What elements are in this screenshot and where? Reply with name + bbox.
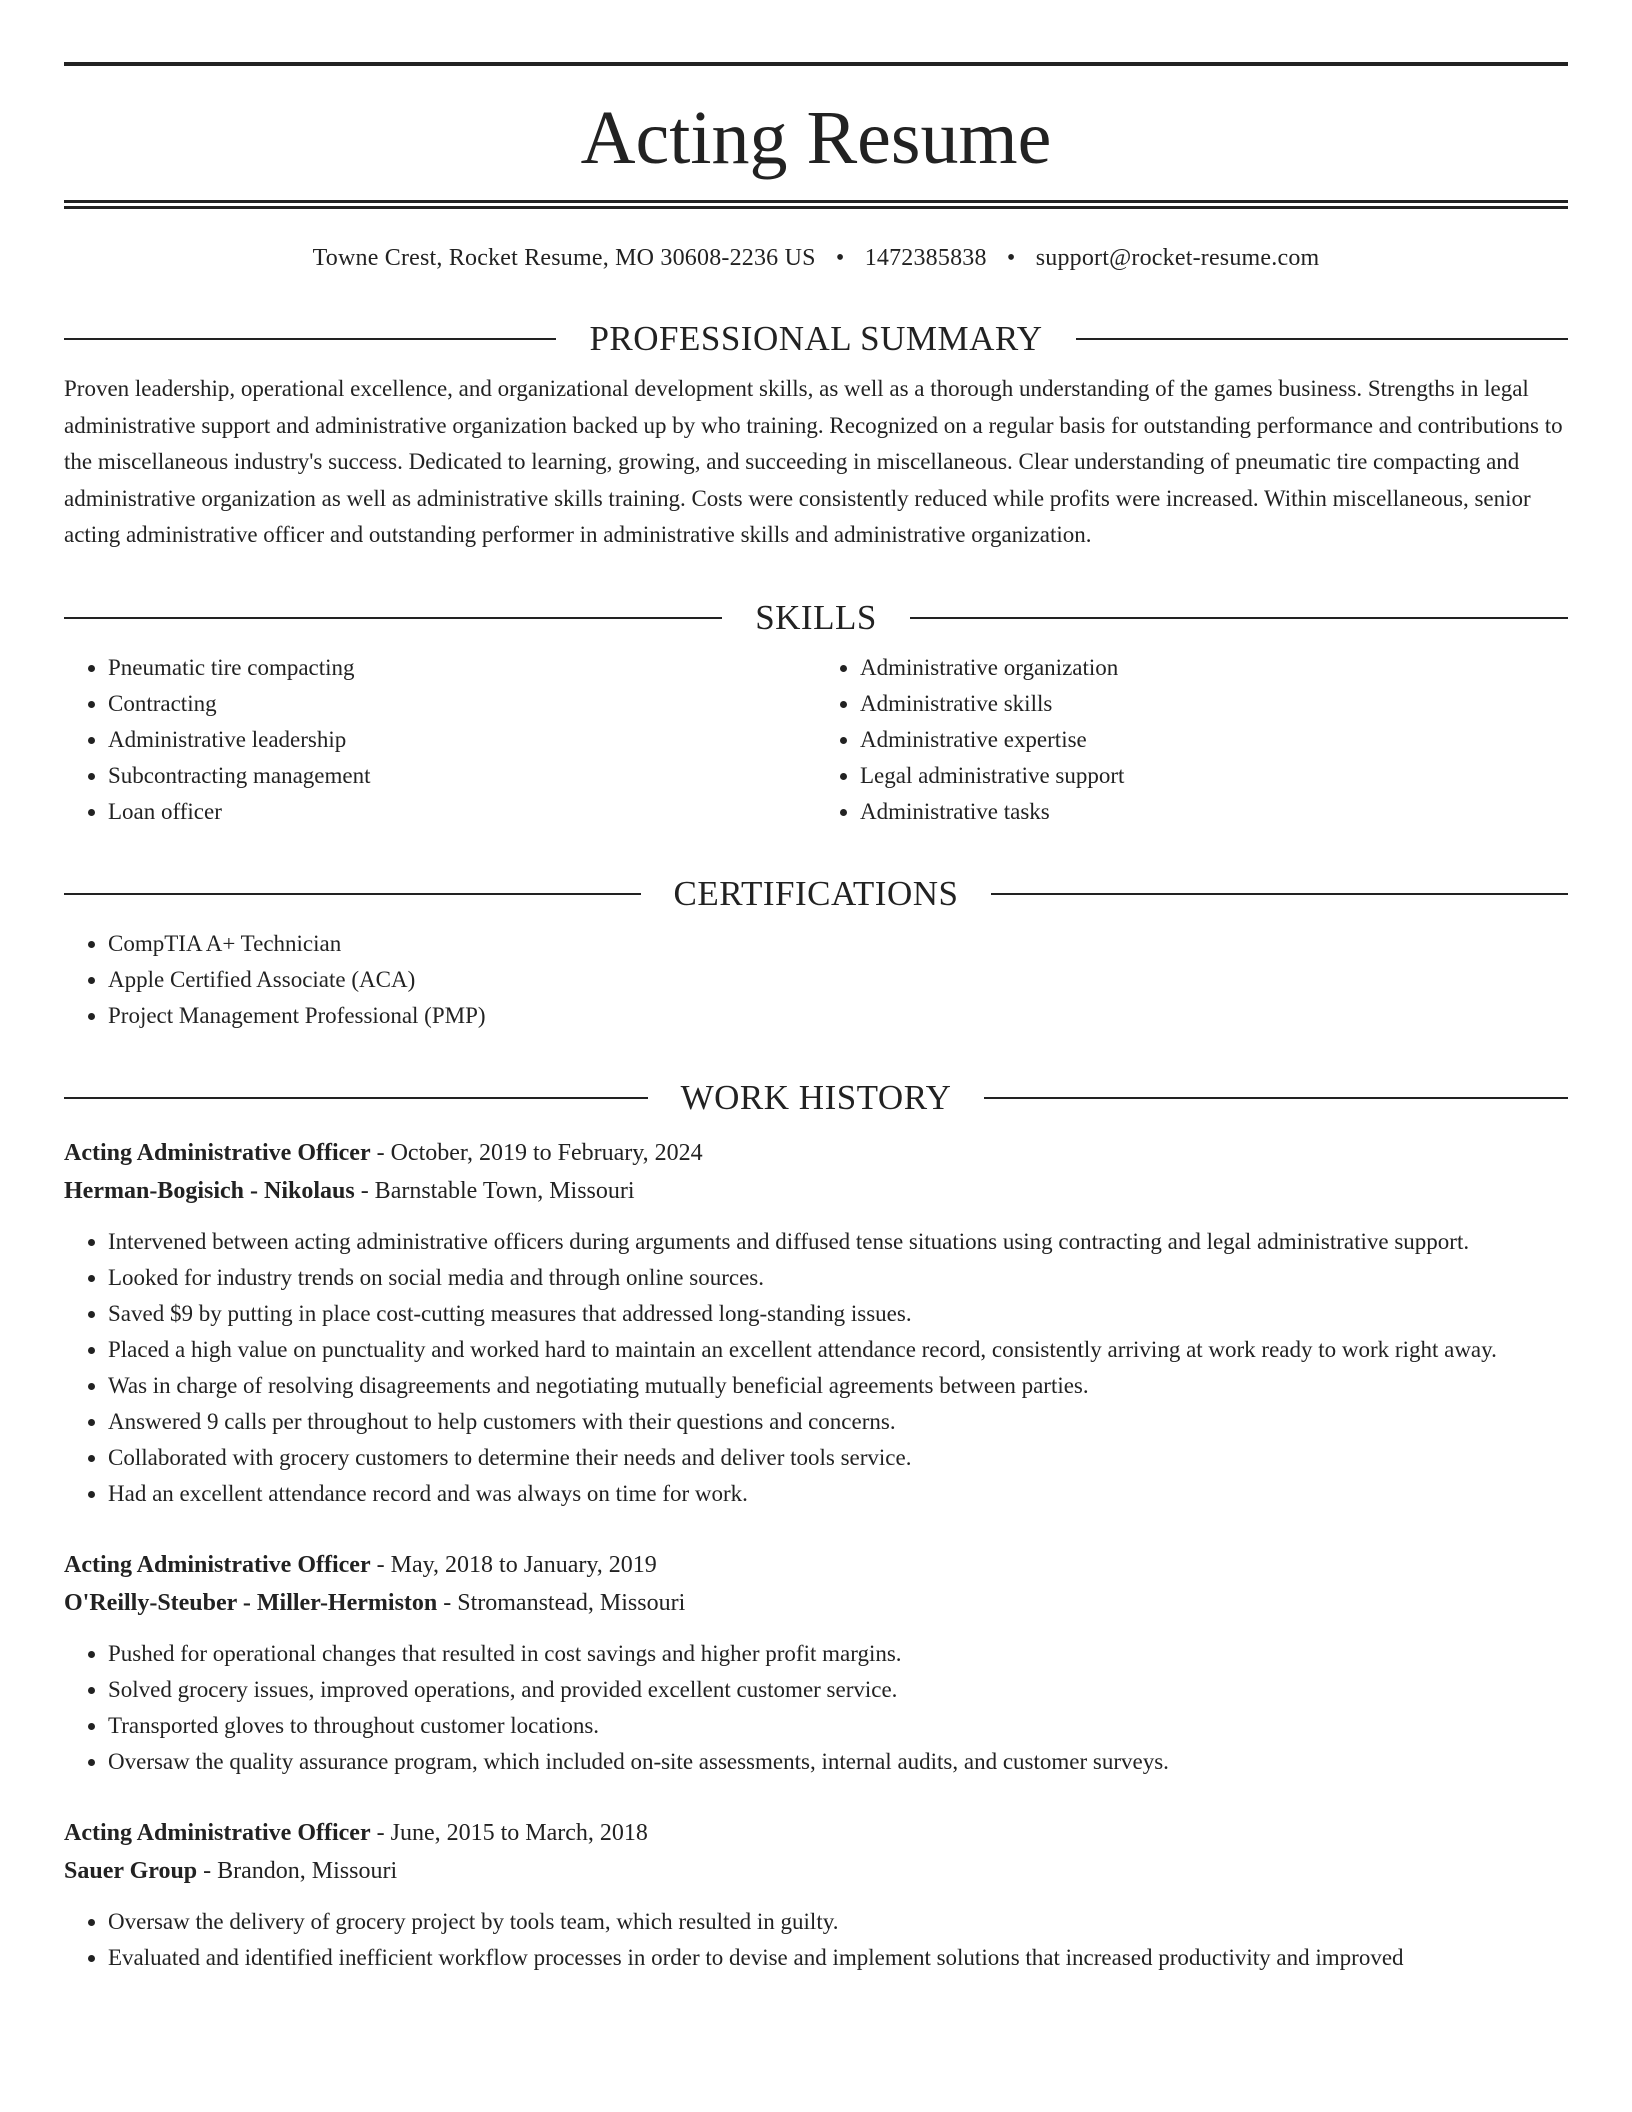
skill-item: • Legal administrative support: [860, 758, 1568, 794]
contact-line: [64, 245, 1568, 275]
title-double-rule: [64, 200, 1568, 209]
job-bullets: [64, 1224, 1568, 1512]
job-location: - Brandon, Missouri: [197, 1857, 398, 1884]
skill-item: • Administrative expertise: [860, 722, 1568, 758]
heading-rule-right: [910, 617, 1568, 619]
job-bullet: • Pushed for operational changes that resulted in cost savings and higher profit margins.: [108, 1636, 1568, 1672]
job-dates: - June, 2015 to March, 2018: [370, 1819, 648, 1846]
certification-item: • Apple Certified Associate (ACA): [108, 962, 1568, 998]
job-company: Herman-Bogisich - Nikolaus: [64, 1177, 355, 1204]
certification-item: • Project Management Professional (PMP): [108, 998, 1568, 1034]
job-role-line: [64, 1814, 1568, 1852]
job-role: Acting Administrative Officer: [64, 1819, 371, 1846]
heading-rule-left: [64, 1097, 648, 1099]
heading-rule-left: [64, 893, 641, 895]
heading-rule-right: [991, 893, 1568, 895]
job-bullets: [64, 1904, 1568, 1976]
job-entry: [64, 1546, 1568, 1780]
job-bullet: • Looked for industry trends on social media and through online sources.: [108, 1260, 1568, 1296]
job-role: Acting Administrative Officer: [64, 1551, 371, 1578]
job-bullets: [64, 1636, 1568, 1780]
job-bullet: • Solved grocery issues, improved operations, and provided excellent customer service.: [108, 1672, 1568, 1708]
summary-title: PROFESSIONAL SUMMARY: [589, 319, 1043, 358]
skill-item: • Contracting: [108, 686, 816, 722]
heading-rule-right: [1076, 338, 1568, 340]
job-company-line: [64, 1852, 1568, 1890]
skills-title: SKILLS: [755, 597, 877, 637]
certifications-list: [64, 926, 1568, 1034]
job-bullet: • Collaborated with grocery customers to determine their needs and deliver tools service.: [108, 1440, 1568, 1476]
job-bullet: • Transported gloves to throughout customer locations.: [108, 1708, 1568, 1744]
job-company-line: [64, 1584, 1568, 1622]
job-role: Acting Administrative Officer: [64, 1139, 371, 1166]
certifications-title: CERTIFICATIONS: [673, 873, 959, 913]
skill-item: • Administrative tasks: [860, 794, 1568, 830]
resume-title: Acting Resume: [580, 96, 1052, 180]
job-company: O'Reilly-Steuber - Miller-Hermiston: [64, 1589, 438, 1616]
skill-item: • Administrative organization: [860, 650, 1568, 686]
job-location: - Stromanstead, Missouri: [437, 1589, 686, 1616]
job-company: Sauer Group: [64, 1857, 198, 1884]
job-bullet: • Oversaw the delivery of grocery project by tools team, which resulted in guilty.: [108, 1904, 1568, 1940]
summary-heading: [64, 319, 1568, 359]
job-location: - Barnstable Town, Missouri: [354, 1177, 635, 1204]
skill-item: • Subcontracting management: [108, 758, 816, 794]
skill-item: • Loan officer: [108, 794, 816, 830]
certifications-heading: [64, 874, 1568, 914]
work-title: WORK HISTORY: [680, 1077, 952, 1117]
skill-item: • Pneumatic tire compacting: [108, 650, 816, 686]
job-bullet: • Placed a high value on punctuality and worked hard to maintain an excellent attendance record, consistently arriving at work ready to work right away.: [108, 1332, 1568, 1368]
heading-rule-left: [64, 338, 556, 340]
job-entry: [64, 1814, 1568, 1976]
skill-item: • Administrative leadership: [108, 722, 816, 758]
job-role-line: [64, 1546, 1568, 1584]
job-bullet: • Was in charge of resolving disagreements and negotiating mutually beneficial agreements between parties.: [108, 1368, 1568, 1404]
job-bullet: • Saved $9 by putting in place cost-cutting measures that addressed long-standing issues.: [108, 1296, 1568, 1332]
heading-rule-left: [64, 617, 722, 619]
job-role-line: [64, 1134, 1568, 1172]
job-bullet: • Intervened between acting administrative officers during arguments and diffused tense situations using contracting and legal administrative support.: [108, 1224, 1568, 1260]
job-bullet: • Evaluated and identified inefficient workflow processes in order to devise and implement solutions that increased productivity and improved: [108, 1940, 1568, 1976]
job-bullet: • Answered 9 calls per throughout to help customers with their questions and concerns.: [108, 1404, 1568, 1440]
summary-text: Proven leadership, operational excellence, and organizational development skills, as well as a thorough understanding of the games business. Strengths in legal administrative support and administrative organization backed up by who training. Recognized on a regular basis for outstanding performance and contributions to the miscellaneous industry's success. Dedicated to learning, growing, and succeeding in miscellaneous. Clear understanding of pneumatic tire compacting and administrative organization as well as administrative skills training. Costs were consistently reduced while profits were increased. Within miscellaneous, senior acting administrative officer and outstanding performer in administrative skills and administrative organization.: [64, 376, 1563, 547]
contact-separator: •: [1006, 245, 1016, 271]
job-entry: [64, 1134, 1568, 1512]
top-rule: [64, 62, 1568, 66]
contact-phone: 1472385838: [864, 245, 987, 271]
skills-list-right: [816, 650, 1568, 830]
skills-list-left: [64, 650, 816, 830]
job-bullet: • Oversaw the quality assurance program, which included on-site assessments, internal audits, and customer surveys.: [108, 1744, 1568, 1780]
job-dates: - October, 2019 to February, 2024: [370, 1139, 703, 1166]
certification-item: • CompTIA A+ Technician: [108, 926, 1568, 962]
skills-heading: [64, 598, 1568, 638]
job-bullet: • Had an excellent attendance record and was always on time for work.: [108, 1476, 1568, 1512]
job-dates: - May, 2018 to January, 2019: [370, 1551, 657, 1578]
skill-item: • Administrative skills: [860, 686, 1568, 722]
skills-columns: [64, 650, 1568, 830]
contact-email: support@rocket-resume.com: [1035, 245, 1320, 271]
work-heading: [64, 1078, 1568, 1118]
contact-address: Towne Crest, Rocket Resume, MO 30608-2236 US: [312, 245, 816, 271]
job-company-line: [64, 1172, 1568, 1210]
contact-separator: •: [835, 245, 845, 271]
heading-rule-right: [984, 1097, 1568, 1099]
